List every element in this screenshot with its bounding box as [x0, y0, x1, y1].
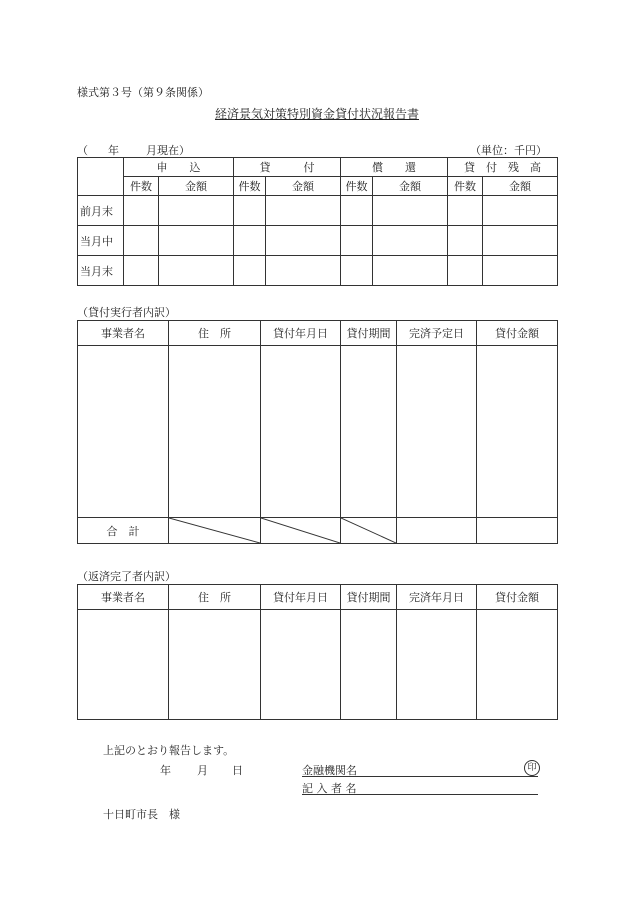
form-number: 様式第３号（第９条関係）	[77, 86, 209, 99]
table-cell[interactable]	[341, 346, 397, 518]
institution-label: 金融機関名	[302, 764, 357, 777]
date-month: 月現在）	[146, 144, 190, 157]
table-cell[interactable]	[373, 196, 448, 226]
repay-table	[77, 584, 558, 720]
table-cell[interactable]	[477, 346, 558, 518]
footer-year: 年	[160, 764, 171, 777]
table-cell[interactable]	[483, 196, 558, 226]
writer-label: 記 入 者 名	[302, 782, 357, 795]
footer-month: 月	[197, 764, 208, 777]
table-cell[interactable]	[261, 346, 341, 518]
report-statement: 上記のとおり報告します。	[103, 744, 235, 757]
table-cell[interactable]	[234, 256, 266, 286]
count-header: 件数	[341, 177, 373, 196]
corner-cell	[78, 158, 124, 196]
table-cell[interactable]	[124, 226, 159, 256]
table-cell[interactable]	[373, 226, 448, 256]
column-header: 完済年月日	[397, 585, 477, 610]
unit-label: （単位：千円）	[470, 144, 547, 157]
table-cell[interactable]	[266, 196, 341, 226]
count-header: 件数	[448, 177, 483, 196]
total-amount-cell[interactable]	[477, 518, 558, 544]
institution-line[interactable]	[302, 762, 538, 777]
table-cell[interactable]	[448, 226, 483, 256]
disabled-cell	[341, 518, 397, 544]
column-header: 貸付金額	[477, 585, 558, 610]
seal-mark: 印	[524, 760, 540, 776]
table-cell[interactable]	[341, 610, 397, 720]
column-header: 貸付金額	[477, 321, 558, 346]
loan-table	[77, 320, 558, 544]
count-header: 件数	[124, 177, 159, 196]
table-cell[interactable]	[159, 226, 234, 256]
table-row	[78, 226, 558, 256]
amount-header: 金額	[373, 177, 448, 196]
table-row	[78, 256, 558, 286]
column-header: 貸付年月日	[261, 585, 341, 610]
writer-line[interactable]	[302, 780, 538, 795]
group-header: 償 還	[341, 158, 448, 177]
date-year: 年	[108, 144, 119, 157]
summary-table	[77, 157, 558, 286]
column-header: 事業者名	[78, 585, 169, 610]
column-header: 住 所	[169, 321, 261, 346]
table-cell[interactable]	[78, 610, 169, 720]
column-header: 貸付期間	[341, 585, 397, 610]
table-cell[interactable]	[373, 256, 448, 286]
table-cell[interactable]	[341, 256, 373, 286]
footer-day: 日	[232, 764, 243, 777]
amount-header: 金額	[159, 177, 234, 196]
row-label: 当月末	[78, 256, 124, 286]
table-cell[interactable]	[397, 610, 477, 720]
row-label: 前月末	[78, 196, 124, 226]
repay-caption: （返済完了者内訳）	[77, 570, 176, 583]
date-open: （	[77, 144, 88, 157]
table-cell[interactable]	[124, 256, 159, 286]
column-header: 貸付期間	[341, 321, 397, 346]
total-label: 合 計	[78, 518, 169, 544]
column-header: 貸付年月日	[261, 321, 341, 346]
table-cell[interactable]	[341, 196, 373, 226]
table-cell[interactable]	[266, 226, 341, 256]
disabled-cell	[261, 518, 341, 544]
count-header: 件数	[234, 177, 266, 196]
table-cell[interactable]	[78, 346, 169, 518]
table-cell[interactable]	[483, 256, 558, 286]
table-cell[interactable]	[397, 346, 477, 518]
table-cell[interactable]	[397, 518, 477, 544]
table-cell[interactable]	[159, 196, 234, 226]
table-row	[78, 196, 558, 226]
page-title: 経済景気対策特別資金貸付状況報告書	[215, 107, 420, 121]
row-label: 当月中	[78, 226, 124, 256]
table-cell[interactable]	[234, 226, 266, 256]
column-header: 事業者名	[78, 321, 169, 346]
column-header: 住 所	[169, 585, 261, 610]
group-header: 申 込	[124, 158, 234, 177]
group-header: 貸 付 残 高	[448, 158, 558, 177]
table-cell[interactable]	[448, 196, 483, 226]
table-cell[interactable]	[169, 346, 261, 518]
table-cell[interactable]	[169, 610, 261, 720]
table-cell[interactable]	[234, 196, 266, 226]
table-cell[interactable]	[477, 610, 558, 720]
addressee: 十日町市長 様	[103, 808, 180, 821]
table-cell[interactable]	[159, 256, 234, 286]
table-cell[interactable]	[448, 256, 483, 286]
column-header: 完済予定日	[397, 321, 477, 346]
table-cell[interactable]	[341, 226, 373, 256]
group-header: 貸 付	[234, 158, 341, 177]
loan-caption: （貸付実行者内訳）	[77, 306, 176, 319]
amount-header: 金額	[266, 177, 341, 196]
table-cell[interactable]	[483, 226, 558, 256]
amount-header: 金額	[483, 177, 558, 196]
table-cell[interactable]	[261, 610, 341, 720]
disabled-cell	[169, 518, 261, 544]
table-cell[interactable]	[266, 256, 341, 286]
table-cell[interactable]	[124, 196, 159, 226]
